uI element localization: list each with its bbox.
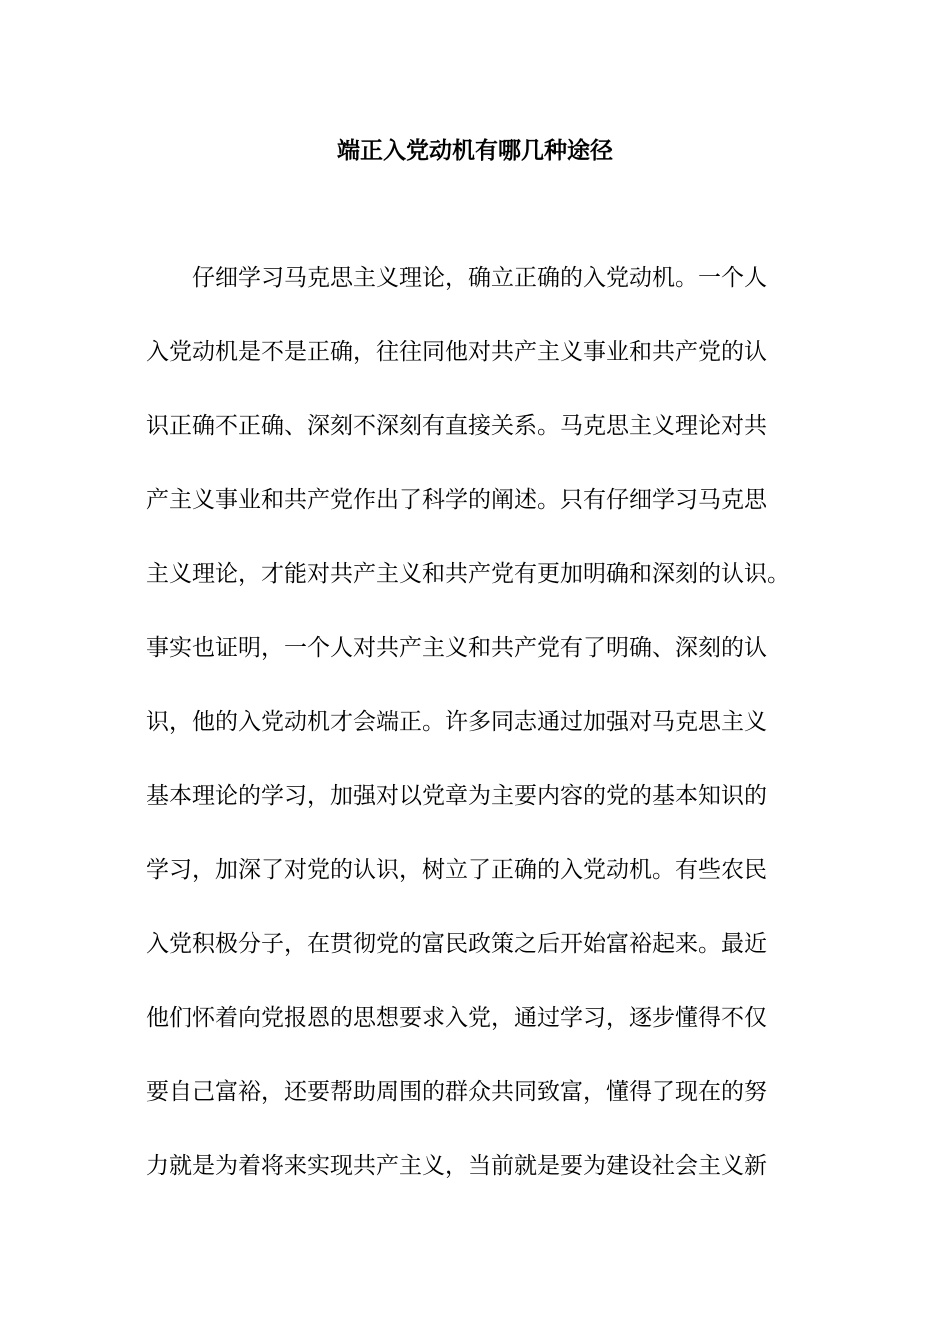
body-line: 入党积极分子，在贯彻党的富民政策之后开始富裕起来。最近 <box>146 931 767 957</box>
body-line: 识，他的入党动机才会端正。许多同志通过加强对马克思主义 <box>146 709 767 735</box>
body-line: 力就是为着将来实现共产主义，当前就是要为建设社会主义新 <box>146 1153 767 1179</box>
body-line: 产主义事业和共产党作出了科学的阐述。只有仔细学习马克思 <box>146 487 767 513</box>
body-line: 基本理论的学习，加强对以党章为主要内容的党的基本知识的 <box>146 783 767 809</box>
body-line: 要自己富裕，还要帮助周围的群众共同致富，懂得了现在的努 <box>146 1079 767 1105</box>
body-line: 仔细学习马克思主义理论，确立正确的入党动机。一个人 <box>192 265 767 291</box>
body-line: 入党动机是不是正确，往往同他对共产主义事业和共产党的认 <box>146 339 767 365</box>
body-line: 事实也证明，一个人对共产主义和共产党有了明确、深刻的认 <box>146 635 767 661</box>
document-title: 端正入党动机有哪几种途径 <box>337 138 613 164</box>
body-line: 他们怀着向党报恩的思想要求入党，通过学习，逐步懂得不仅 <box>146 1005 767 1031</box>
body-line: 识正确不正确、深刻不深刻有直接关系。马克思主义理论对共 <box>146 413 767 439</box>
body-line: 学习，加深了对党的认识，树立了正确的入党动机。有些农民 <box>146 857 767 883</box>
body-line: 主义理论，才能对共产主义和共产党有更加明确和深刻的认识。 <box>146 561 790 587</box>
